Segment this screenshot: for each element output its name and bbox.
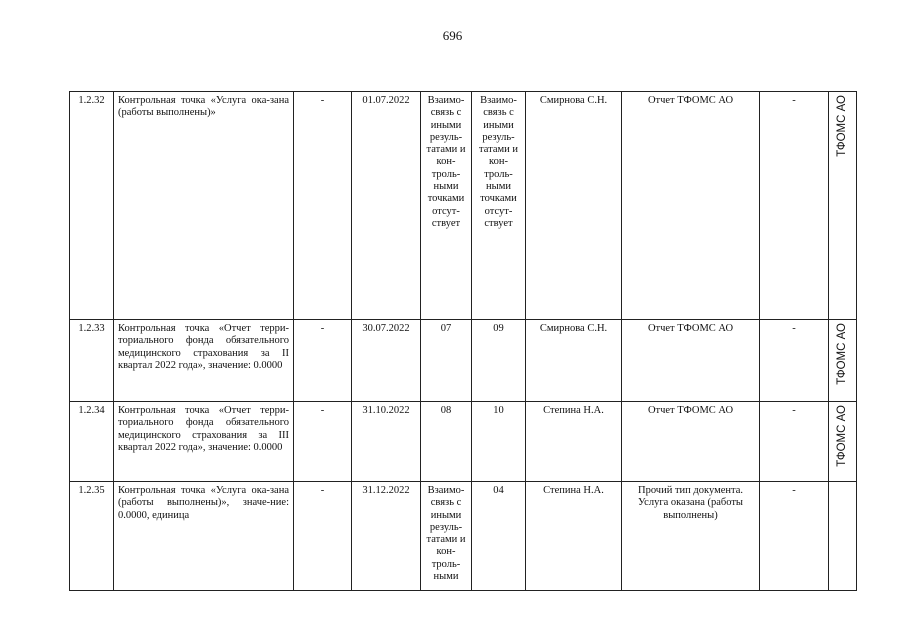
org-cell: [829, 92, 857, 320]
document-type: Отчет ТФОМС АО: [622, 92, 760, 320]
predecessor-cell: Взаимо-связь с иными резуль-татами и кон-троль-ными точками отсут-ствует: [421, 92, 472, 320]
document-type: Отчет ТФОМС АО: [622, 402, 760, 482]
control-point-name: Контрольная точка «Отчет терри-ториального фонда обязательного медицинского страхования за II квартал 2022 года», значение: 0.0000: [114, 320, 294, 402]
end-date-cell: 01.07.2022: [352, 92, 421, 320]
org-label: ТФОМС АО: [836, 323, 849, 385]
table-row: [70, 92, 857, 320]
control-point-name: Контрольная точка «Услуга ока-зана (работы выполнены)»: [114, 92, 294, 320]
control-points-table: [69, 91, 857, 591]
org-cell: [829, 320, 857, 402]
end-date-cell: 31.12.2022: [352, 482, 421, 591]
table-row: [70, 320, 857, 402]
successor-cell: 09: [472, 320, 526, 402]
row-number: 1.2.32: [70, 92, 114, 320]
start-date-cell: -: [294, 92, 352, 320]
responsible-person: Смирнова С.Н.: [526, 320, 622, 402]
successor-cell: 10: [472, 402, 526, 482]
start-date-cell: -: [294, 482, 352, 591]
info-system-cell: -: [760, 482, 829, 591]
org-label: ТФОМС АО: [836, 405, 849, 467]
responsible-person: Смирнова С.Н.: [526, 92, 622, 320]
document-type: Прочий тип документа. Услуга оказана (работы выполнены): [622, 482, 760, 591]
row-number: 1.2.33: [70, 320, 114, 402]
org-label: ТФОМС АО: [836, 95, 849, 157]
start-date-cell: -: [294, 320, 352, 402]
row-number: 1.2.34: [70, 402, 114, 482]
end-date-cell: 30.07.2022: [352, 320, 421, 402]
table-row: [70, 482, 857, 591]
predecessor-cell: 07: [421, 320, 472, 402]
responsible-person: Степина Н.А.: [526, 482, 622, 591]
control-point-name: Контрольная точка «Отчет терри-ториального фонда обязательного медицинского страхования за III квартал 2022 года», значение: 0.0000: [114, 402, 294, 482]
successor-cell: 04: [472, 482, 526, 591]
control-point-name: Контрольная точка «Услуга ока-зана (работы выполнены)», значе-ние: 0.0000, единица: [114, 482, 294, 591]
responsible-person: Степина Н.А.: [526, 402, 622, 482]
document-type: Отчет ТФОМС АО: [622, 320, 760, 402]
info-system-cell: -: [760, 402, 829, 482]
org-cell: [829, 402, 857, 482]
successor-cell: Взаимо-связь с иными резуль-татами и кон-троль-ными точками отсут-ствует: [472, 92, 526, 320]
org-cell: [829, 482, 857, 591]
predecessor-cell: Взаимо-связь с иными резуль-татами и кон-троль-ными: [421, 482, 472, 591]
table-row: [70, 402, 857, 482]
info-system-cell: -: [760, 320, 829, 402]
start-date-cell: -: [294, 402, 352, 482]
predecessor-cell: 08: [421, 402, 472, 482]
page-number: 696: [442, 28, 463, 43]
end-date-cell: 31.10.2022: [352, 402, 421, 482]
info-system-cell: -: [760, 92, 829, 320]
row-number: 1.2.35: [70, 482, 114, 591]
